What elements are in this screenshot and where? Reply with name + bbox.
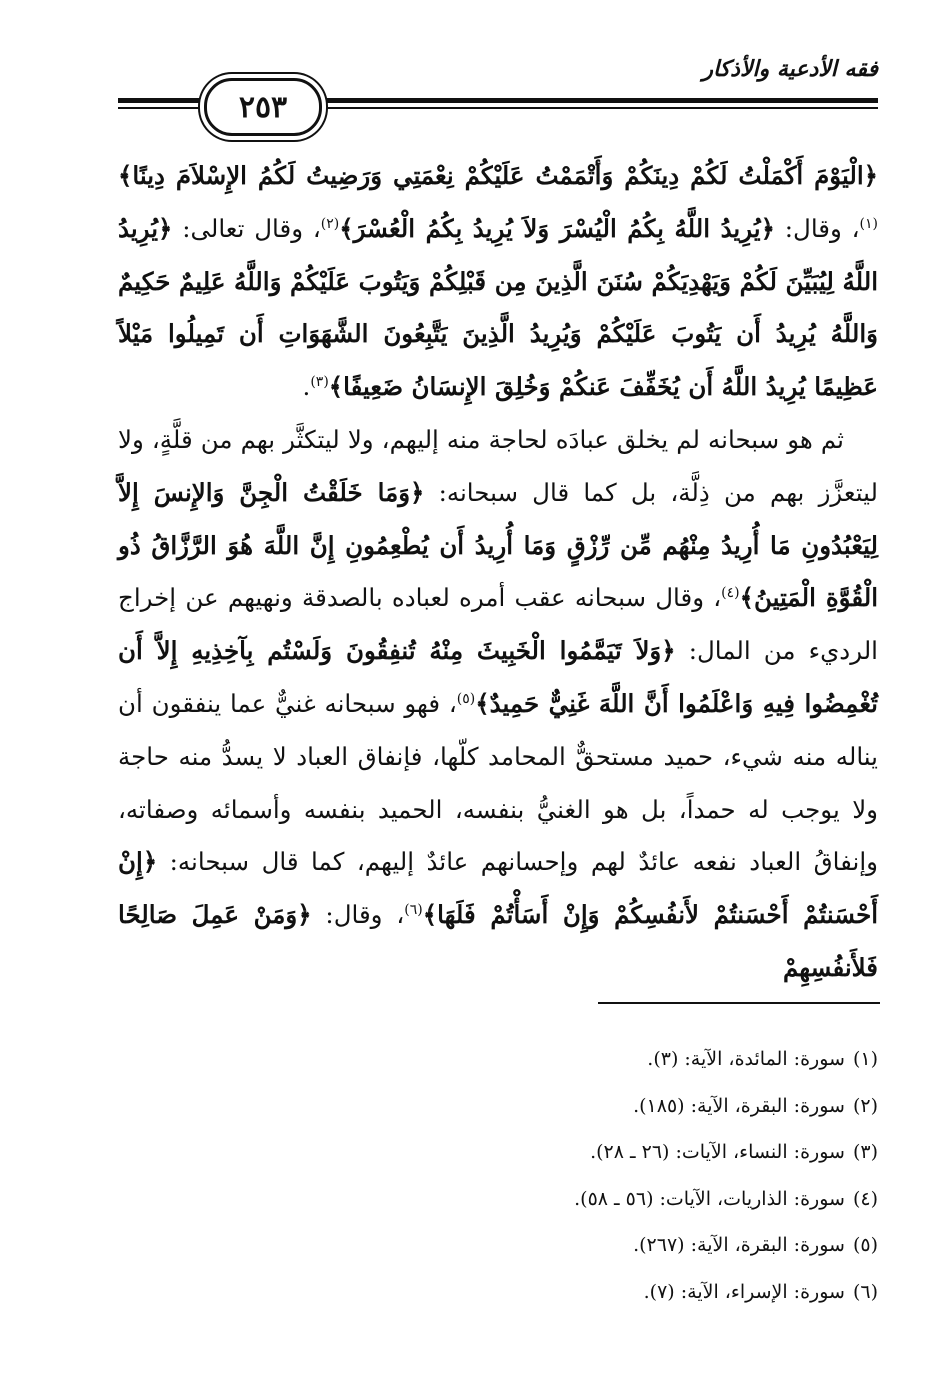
footnote-ref-1: (١) [859,215,879,232]
quran-close-bracket: ﴾ [739,583,754,613]
quran-open-bracket: ﴿ [410,477,425,507]
quran-close-bracket: ﴾ [118,161,133,190]
footnote-text: سورة: البقرة، الآية: (٢٦٧). [633,1234,845,1256]
footnote-text: سورة: الذاريات، الآيات: (٥٦ ـ ٥٨). [574,1187,845,1210]
paragraph-1 [118,150,878,414]
footnote-number: (٤) [852,1187,878,1210]
footnote-ref-3: (٣) [310,374,329,391]
body-text-span: ، وقال تعالى: [172,213,321,243]
quran-verse: إِنْ أَحْسَنتُمْ أَحْسَنتُمْ لأَنفُسِكُمْ وَإِنْ أَسَأْتُمْ فَلَهَا [118,847,879,930]
quran-verse: وَلاَ تَيَمَّمُوا الْخَبِيثَ مِنْهُ تُنفِقُونَ وَلَسْتُم بِآخِذِيهِ إِلاَّ أَن تُغْمِضُوا فِيهِ وَاعْلَمُوا أَنَّ اللَّهَ غَنِيٌّ حَمِيدٌ [118,636,878,718]
book-title: فقه الأدعية والأذكار [702,56,878,82]
body-text-span: ، وقال: [311,900,405,930]
footnote-item [118,1176,878,1223]
quran-open-bracket: ﴿ [863,161,878,190]
footnote-text: سورة: المائدة، الآية: (٣). [647,1048,845,1070]
footnotes [118,1036,878,1315]
quran-close-bracket: ﴾ [475,688,490,718]
footnote-ref-2: (٢) [320,215,340,232]
quran-verse: يُرِيدُ اللَّهُ بِكُمُ الْيُسْرَ وَلاَ يُرِيدُ بِكُمُ الْعُسْرَ [353,213,761,243]
footnote-item [118,1129,878,1176]
quran-close-bracket: ﴾ [328,372,344,402]
quran-verse: يُرِيدُ اللَّهُ لِيُبَيِّنَ لَكُمْ وَيَهْدِيَكُمْ سُنَنَ الَّذِينَ مِن قَبْلِكُمْ وَيَتُوبَ عَلَيْكُمْ وَاللَّهُ عَلِيمٌ حَكِيمٌ وَاللَّهُ يُرِيدُ أَن يَتُوبَ عَلَيْكُمْ وَيُرِيدُ الَّذِينَ يَتَّبِعُونَ الشَّهَوَاتِ أَن تَمِيلُوا مَيْلاً عَظِيمًا يُرِيدُ اللَّهُ أَن يُخَفِّفَ عَنكُمْ وَخُلِقَ الإِنسَانُ ضَعِيفًا [118,213,878,402]
page-header [118,42,878,142]
footnote-number: (٣) [852,1141,878,1163]
body-text-span: ثم هو سبحانه لم يخلق عبادَه لحاجة منه إليهم، ولا ليتكثَّر بهم من قلَّةٍ، ولا ليتعزَّز بهم من ذِلَّة، بل كما قال سبحانه: [118,424,878,507]
page-number: ٢٥٣ [204,78,322,136]
footnote-number: (٢) [852,1094,878,1117]
footnote-number: (٥) [852,1234,878,1256]
footnote-item [118,1269,878,1316]
footnote-ref-4: (٤) [721,585,740,602]
quran-verse: وَمَا خَلَقْتُ الْجِنَّ وَالإِنسَ إِلاَّ لِيَعْبُدُونِ مَا أُرِيدُ مِنْهُم مِّن رِّزْقٍ وَمَا أُرِيدُ أَن يُطْعِمُونِ إِنَّ اللَّهَ هُوَ الرَّزَّاقُ ذُو الْقُوَّةِ الْمَتِينُ [118,477,879,613]
footnote-ref-6: (٦) [404,902,423,918]
body-text-span: ، وقال: [774,213,860,243]
footnote-separator [598,1002,880,1004]
footnote-item [118,1036,878,1083]
footnote-number: (٦) [852,1280,878,1303]
footnote-ref-5: (٥) [456,690,476,707]
main-text [118,150,878,995]
footnote-text: سورة: البقرة، الآية: (١٨٥). [633,1094,845,1117]
body-text-span: ، وقال سبحانه عقب أمره لعباده بالصدقة ونهيهم عن إخراج الرديء من المال: [118,583,878,666]
footnote-text: سورة: الإسراء، الآية: (٧). [643,1280,845,1303]
footnote-number: (١) [852,1048,878,1070]
body-text-span: . [302,372,311,402]
paragraph-2 [118,414,878,995]
quran-open-bracket: ﴿ [297,900,312,930]
quran-open-bracket: ﴿ [142,847,158,877]
quran-verse: وَمَنْ عَمِلَ صَالِحًا فَلأَنفُسِهِمْ [118,900,878,982]
quran-open-bracket: ﴿ [760,213,775,243]
footnote-text: سورة: النساء، الآيات: (٢٦ ـ ٢٨). [590,1141,845,1163]
footnote-item [118,1083,878,1130]
quran-close-bracket: ﴾ [339,213,354,243]
quran-verse: الْيَوْمَ أَكْمَلْتُ لَكُمْ دِينَكُمْ وَأَتْمَمْتُ عَلَيْكُمْ نِعْمَتِي وَرَضِيتُ لَكُمُ الإِسْلاَمَ دِينًا [132,161,864,190]
body-text-span: ، فهو سبحانه غنيٌّ عما ينفقون أن يناله منه شيء، حميد مستحقٌّ المحامد كلّها، فإنفاق العباد لا يسدُّ منه حاجة ولا يوجب له حمداً، بل هو الغنيُّ بنفسه، الحميد بنفسه وأسمائه وصفاته، وإنفاقُ العباد نفعه عائدٌ لهم وإحسانهم عائدٌ إليهم، كما قال سبحانه: [118,688,878,877]
quran-close-bracket: ﴾ [422,900,438,930]
footnote-item [118,1222,878,1269]
quran-open-bracket: ﴿ [661,636,676,666]
quran-open-bracket: ﴿ [158,213,173,243]
